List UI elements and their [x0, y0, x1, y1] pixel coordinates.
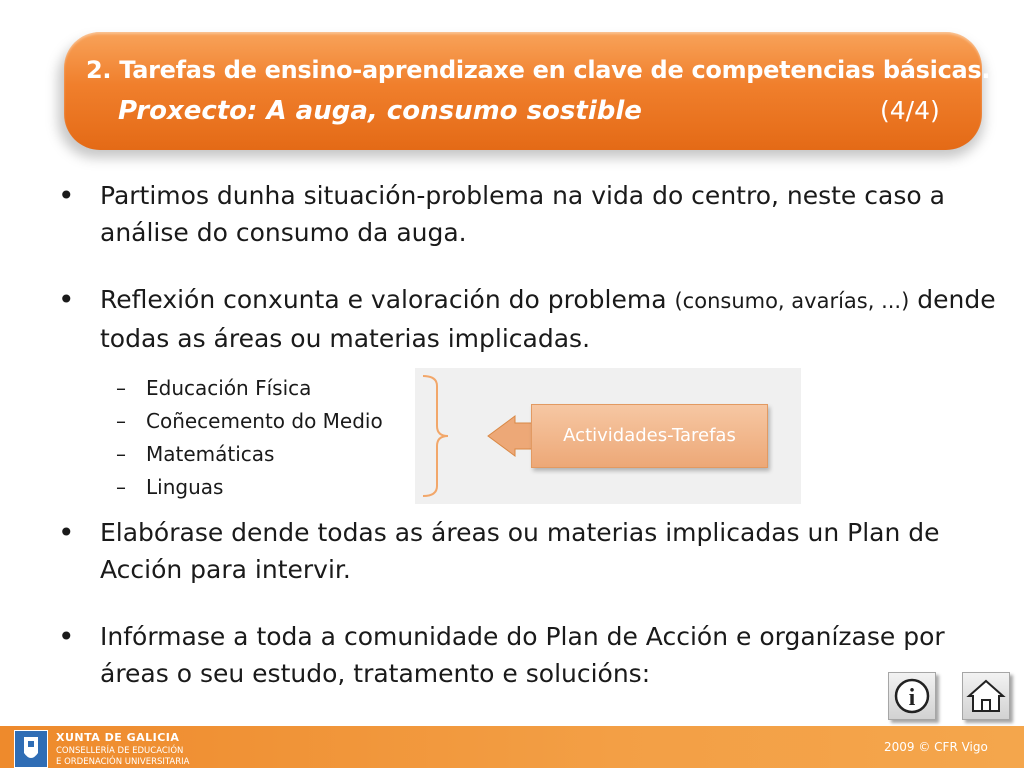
bullet-1-text: Partimos dunha situación-problema na vida do centro, neste caso a análise do consumo da auga. [100, 181, 945, 247]
galicia-shield-icon [15, 731, 47, 767]
sub-dash: – [116, 475, 126, 499]
bullet-dot: • [58, 179, 75, 212]
page-indicator: (4/4) [880, 96, 940, 125]
bullet-4-text: Infórmase a toda a comunidade do Plan de Acción e organízase por áreas o seu estudo, tratamento e solucións: [100, 622, 945, 688]
sub-dash: – [116, 409, 126, 433]
title-banner [64, 32, 982, 150]
footer-dept-1: CONSELLERÍA DE EDUCACIÓN [56, 746, 184, 756]
bullet-3-text: Elabórase dende todas as áreas ou materias implicadas un Plan de Acción para intervir. [100, 518, 940, 584]
sub-dash: – [116, 376, 126, 400]
bullet-dot: • [58, 620, 75, 653]
sub-dash: – [116, 442, 126, 466]
bullet-2-main: Reflexión conxunta e valoración do problema [100, 285, 667, 314]
slide-subtitle: Proxecto: A auga, consumo sostible [118, 96, 642, 126]
xunta-logo [14, 730, 48, 768]
sub-item: Linguas [146, 475, 224, 499]
home-icon [963, 673, 1009, 719]
footer-copyright: 2009 © CFR Vigo [884, 740, 988, 754]
brace-icon [423, 376, 448, 496]
info-icon [889, 673, 935, 719]
home-button[interactable] [962, 672, 1010, 720]
slide-title: 2. Tarefas de ensino-aprendizaxe en clave de competencias básicas. [86, 56, 991, 84]
bullet-dot: • [58, 516, 75, 549]
sub-item: Educación Física [146, 376, 312, 400]
sub-item: Coñecemento do Medio [146, 409, 383, 433]
footer-org: XUNTA DE GALICIA [56, 731, 180, 744]
bullet-dot: • [58, 283, 75, 316]
info-button[interactable] [888, 672, 936, 720]
sub-item: Matemáticas [146, 442, 275, 466]
activities-tasks-box: Actividades-Tarefas [531, 404, 768, 468]
svg-text:i: i [908, 685, 916, 711]
bullet-2-text [100, 281, 1000, 357]
bullet-2-note: (consumo, avarías, ...) [674, 289, 910, 313]
bullet-2-end: dende todas as áreas ou materias implicadas. [100, 285, 996, 353]
footer-dept-2: E ORDENACIÓN UNIVERSITARIA [56, 757, 190, 767]
